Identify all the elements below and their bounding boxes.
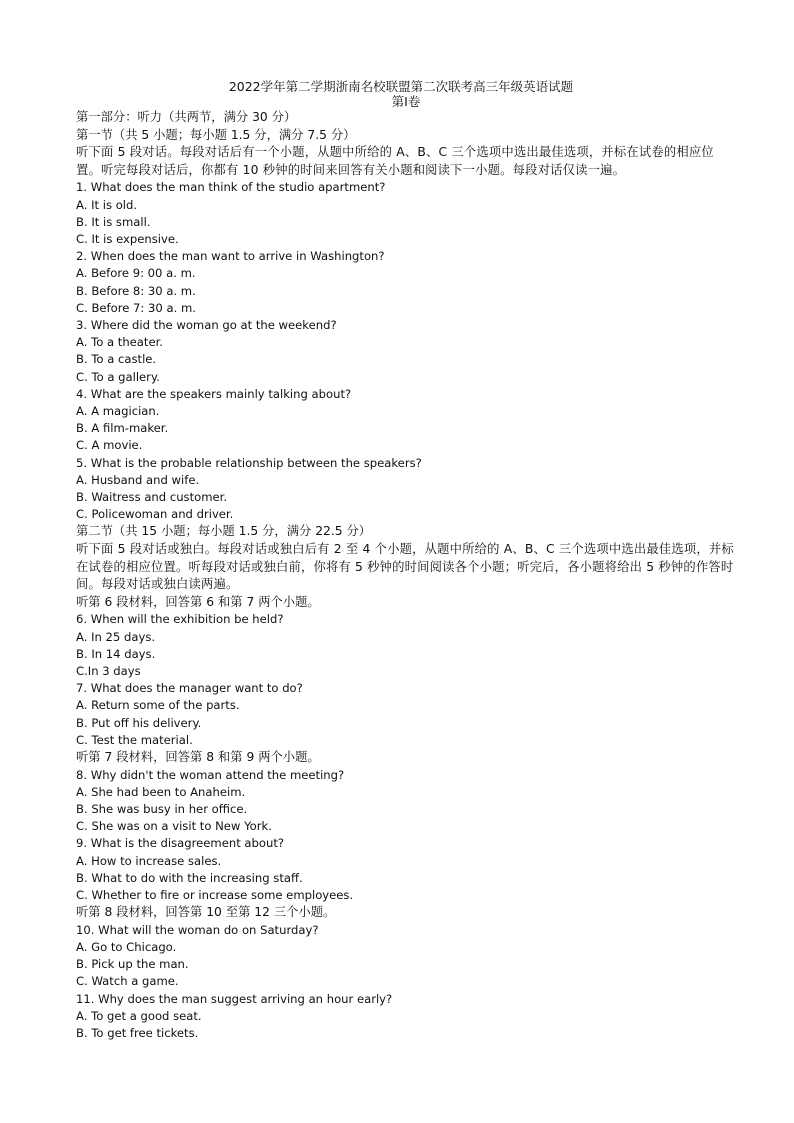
question-4-option-c: C. A movie. xyxy=(76,438,143,453)
question-2-option-c: C. Before 7: 30 a. m. xyxy=(76,300,196,315)
exam-title: 2022学年第二学期浙南名校联盟第二次联考高三年级英语试题 xyxy=(228,79,574,94)
question-7-option-c: C. Test the material. xyxy=(76,732,193,747)
exam-page xyxy=(76,79,736,1042)
material-8-instruction: 听第 8 段材料，回答第 10 至第 12 三个小题。 xyxy=(76,905,336,920)
question-4-stem: 4. What are the speakers mainly talking about? xyxy=(76,386,352,401)
question-11-stem: 11. Why does the man suggest arriving an hour early? xyxy=(76,991,393,1006)
question-9-stem: 9. What is the disagreement about? xyxy=(76,836,285,851)
question-5-stem: 5. What is the probable relationship between the speakers? xyxy=(76,455,422,470)
question-6-option-c: C.In 3 days xyxy=(76,664,141,679)
section2-instructions: 听下面 5 段对话或独白。每段对话或独白后有 2 至 4 个小题，从题中所给的 A、B、C 三个选项中选出最佳选项，并标在试卷的相应位置。听每段对话或独白前，你将有 5 秒钟的时间阅读各个小题；听完后，各小题将给出 5 秒钟的作答时间。每段对话或独白读两遍。 xyxy=(76,542,734,592)
question-7-option-a: A. Return some of the parts. xyxy=(76,698,240,713)
question-8-option-a: A. She had been to Anaheim. xyxy=(76,784,246,799)
question-5-option-c: C. Policewoman and driver. xyxy=(76,507,234,522)
section1-heading: 第一节（共 5 小题；每小题 1.5 分，满分 7.5 分） xyxy=(76,127,356,142)
question-4-option-b: B. A film-maker. xyxy=(76,421,169,436)
question-9-option-a: A. How to increase sales. xyxy=(76,853,222,868)
part1-heading: 第一部分：听力（共两节，满分 30 分） xyxy=(76,110,297,124)
question-8-option-b: B. She was busy in her office. xyxy=(76,802,248,817)
question-5-option-a: A. Husband and wife. xyxy=(76,472,200,487)
question-8-stem: 8. Why didn't the woman attend the meeting? xyxy=(76,767,345,782)
question-1-stem: 1. What does the man think of the studio apartment? xyxy=(76,180,386,195)
question-3-option-c: C. To a gallery. xyxy=(76,369,160,384)
question-4-option-a: A. A magician. xyxy=(76,404,160,419)
volume-label: 第Ⅰ卷 xyxy=(391,94,421,109)
question-6-option-a: A. In 25 days. xyxy=(76,629,156,644)
question-3-option-a: A. To a theater. xyxy=(76,335,163,350)
question-7-stem: 7. What does the manager want to do? xyxy=(76,681,303,696)
question-10-stem: 10. What will the woman do on Saturday? xyxy=(76,922,319,937)
question-11-option-a: A. To get a good seat. xyxy=(76,1008,202,1023)
question-7-option-b: B. Put off his delivery. xyxy=(76,715,202,730)
section2-heading: 第二节（共 15 小题；每小题 1.5 分，满分 22.5 分） xyxy=(76,524,372,539)
question-10-option-a: A. Go to Chicago. xyxy=(76,940,177,955)
question-3-option-b: B. To a castle. xyxy=(76,352,157,367)
question-2-option-b: B. Before 8: 30 a. m. xyxy=(76,283,196,298)
question-9-option-b: B. What to do with the increasing staff. xyxy=(76,870,303,885)
question-1-option-c: C. It is expensive. xyxy=(76,231,179,246)
question-2-stem: 2. When does the man want to arrive in Washington? xyxy=(76,249,385,264)
question-9-option-c: C. Whether to fire or increase some employees. xyxy=(76,888,354,903)
question-1-option-a: A. It is old. xyxy=(76,197,138,212)
material-7-instruction: 听第 7 段材料，回答第 8 和第 9 两个小题。 xyxy=(76,750,320,765)
question-5-option-b: B. Waitress and customer. xyxy=(76,490,228,505)
question-10-option-b: B. Pick up the man. xyxy=(76,957,189,972)
question-11-option-b: B. To get free tickets. xyxy=(76,1026,199,1041)
question-10-option-c: C. Watch a game. xyxy=(76,974,179,989)
material-6-instruction: 听第 6 段材料，回答第 6 和第 7 两个小题。 xyxy=(76,594,320,609)
question-3-stem: 3. Where did the woman go at the weekend? xyxy=(76,318,337,332)
section1-instructions: 听下面 5 段对话。每段对话后有一个小题，从题中所给的 A、B、C 三个选项中选出最佳选项，并标在试卷的相应位置。听完每段对话后，你都有 10 秒钟的时间来回答有关小题和阅读下一小题。每段对话仅读一遍。 xyxy=(76,145,714,177)
question-2-option-a: A. Before 9: 00 a. m. xyxy=(76,266,196,281)
question-6-stem: 6. When will the exhibition be held? xyxy=(76,612,284,627)
question-8-option-c: C. She was on a visit to New York. xyxy=(76,819,272,834)
question-6-option-b: B. In 14 days. xyxy=(76,646,156,661)
question-1-option-b: B. It is small. xyxy=(76,214,151,229)
